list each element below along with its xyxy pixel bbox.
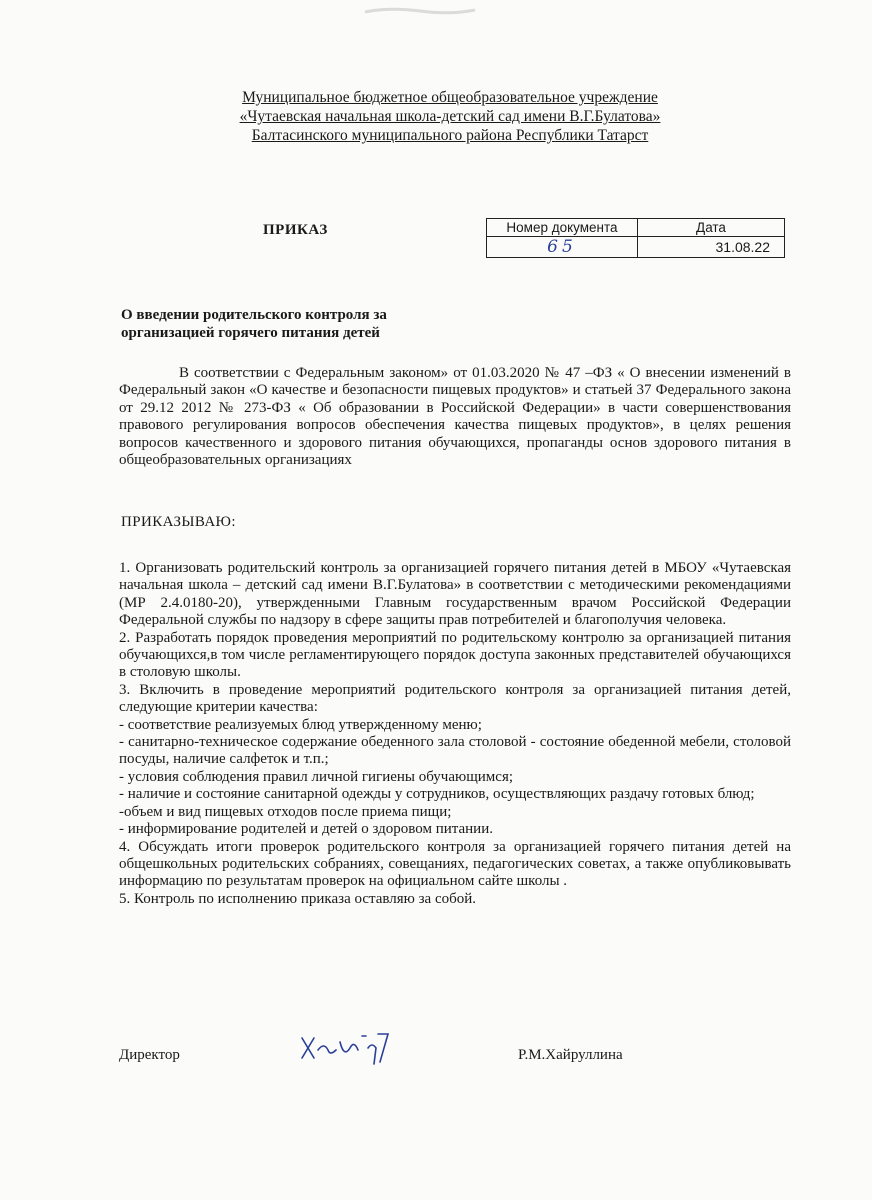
- subject-line-2: организацией горячего питания детей: [121, 325, 380, 341]
- criteria-item: - условия соблюдения правил личной гигиены обучающимся;: [119, 768, 514, 785]
- order-item: 1. Организовать родительский контроль за организацией горячего питания детей в МБОУ «Чутаевская начальная школа – детский сад имени В.Г.Булатова» в соответствии с методическими рекомендациями (МР 2.4.0180-20), утвержденными Главным государственным врачом Российской Федерации Федеральной службы по надзору в сфере защиты прав потребителей и благополучия человека.: [119, 560, 791, 629]
- doc-date-header: Дата: [638, 219, 785, 237]
- order-title: ПРИКАЗ: [263, 222, 328, 238]
- director-name: Р.М.Хайруллина: [518, 1047, 623, 1063]
- criteria-item: - санитарно-техническое содержание обеденного зала столовой - состояние обеденной мебели, столовой посуды, наличие салфеток и т.п.;: [119, 734, 791, 768]
- decree-word: ПРИКАЗЫВАЮ:: [121, 514, 236, 530]
- doc-number-value: 65: [487, 237, 638, 258]
- institution-header: [180, 88, 720, 145]
- scan-smudge: [360, 6, 480, 16]
- director-title: Директор: [119, 1047, 180, 1063]
- header-line-2: «Чутаевская начальная школа-детский сад имени В.Г.Булатова»: [239, 108, 661, 125]
- document-number-table: [486, 218, 785, 258]
- subject-line-1: О введении родительского контроля за: [121, 307, 387, 323]
- criteria-item: - соответствие реализуемых блюд утвержденному меню;: [119, 716, 482, 733]
- criteria-item: -объем и вид пищевых отходов после приема пищи;: [119, 803, 452, 820]
- criteria-item: - информирование родителей и детей о здоровом питании.: [119, 821, 493, 838]
- order-subject: [121, 306, 481, 342]
- preamble-paragraph: В соответствии с Федеральным законом» от 01.03.2020 № 47 –ФЗ « О внесении изменений в Федеральный закон «О качестве и безопасности пищевых продуктов» и статьей 37 Федерального закона от 29.12 2012 № 273-ФЗ « Об образовании в Российской Федерации» в части совершенствования правового регулирования вопросов обеспечения качества пищевых продуктов», в целях решения вопросов качественного и здорового питания обучающихся, пропаганды основ здорового питания в общеобразовательных организациях: [119, 365, 791, 469]
- order-item: 5. Контроль по исполнению приказа оставляю за собой.: [119, 890, 477, 907]
- criteria-item: - наличие и состояние санитарной одежды у сотрудников, осуществляющих раздачу готовых блюд;: [119, 786, 755, 803]
- doc-date-value: 31.08.22: [638, 237, 785, 258]
- header-line-3: Балтасинского муниципального района Республики Татарст: [251, 127, 649, 144]
- doc-number-header: Номер документа: [487, 219, 638, 237]
- order-item: 2. Разработать порядок проведения мероприятий по родительскому контролю за организацией питания обучающихся,в том числе регламентирующего порядок доступа законных представителей обучающихся в столовую школы.: [119, 629, 791, 681]
- order-item: 3. Включить в проведение мероприятий родительского контроля за организацией питания детей, следующие критерии качества:: [119, 681, 791, 716]
- order-item: 4. Обсуждать итоги проверок родительского контроля за организацией горячего питания детей на общешкольных родительских собраниях, совещаниях, педагогических советах, а также опубликовывать информацию по результатам проверок на официальном сайте школы .: [119, 838, 791, 890]
- order-items: [119, 560, 791, 908]
- header-line-1: Муниципальное бюджетное общеобразовательное учреждение: [242, 89, 658, 106]
- handwritten-signature: [296, 1028, 406, 1068]
